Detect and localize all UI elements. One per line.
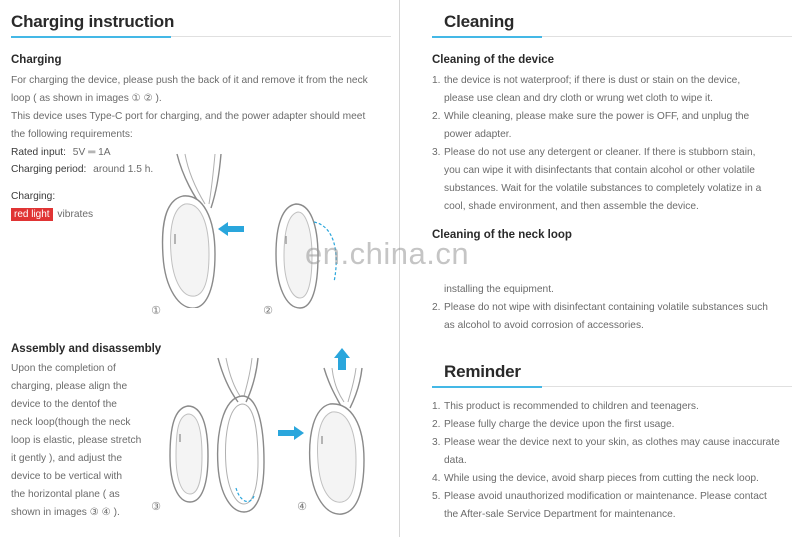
list-item-line: Please avoid unauthorized modification or maintenance. Please contact — [444, 491, 767, 502]
figure-4-label: ④ — [297, 501, 307, 513]
list-item-number: 3. — [432, 437, 441, 448]
list-item-number: 2. — [432, 302, 441, 313]
cleaning-title-underline — [432, 36, 542, 38]
figure-2-label: ② — [263, 305, 273, 317]
list-item-line: This product is recommended to children and teenagers. — [444, 401, 699, 412]
rated-input-label: Rated input: — [11, 147, 66, 158]
assembly-line: loop is elastic, please stretch — [11, 435, 142, 446]
list-item-number: 2. — [432, 111, 441, 122]
assembly-line: the horizontal plane ( as — [11, 489, 120, 500]
list-item-number: 2. — [432, 419, 441, 430]
list-item-line: Please fully charge the device upon the first usage. — [444, 419, 675, 430]
assembly-line: device to be vertical with — [11, 471, 122, 482]
charging-instruction-title: Charging instruction — [11, 12, 175, 31]
list-item-line: cool, shade environment, and then assemble the device. — [444, 201, 699, 212]
list-item — [432, 434, 797, 470]
red-light-badge: red light — [11, 208, 53, 221]
cleaning-device-heading: Cleaning of the device — [432, 54, 555, 66]
list-item — [432, 144, 797, 216]
list-item-line: While cleaning, please make sure the power is OFF, and unplug the — [444, 111, 750, 122]
charging-period-value: around 1.5 h. — [93, 164, 154, 175]
figure-3-label: ③ — [151, 501, 161, 513]
charging-para2-text: This device uses Type-C port for charging, and the power adapter should meet the following requirements: — [11, 111, 366, 140]
reminder-title-underline — [432, 386, 542, 388]
assembly-line: charging, please align the — [11, 381, 128, 392]
list-item-number: 1. — [432, 75, 441, 86]
push-arrow-right — [278, 426, 304, 440]
list-item-line: as alcohol to avoid corrosion of accessories. — [444, 320, 644, 331]
list-item-number: 4. — [432, 473, 441, 484]
charging-heading: Charging — [11, 54, 62, 66]
device-beside-loop-illustration — [166, 356, 276, 516]
list-item-line: data. — [444, 455, 467, 466]
list-item-line: Please wear the device next to your skin, as clothes may cause inaccurate — [444, 437, 780, 448]
reminder-list — [432, 398, 797, 524]
cleaning-title: Cleaning — [444, 12, 515, 31]
list-item-line: please use clean and dry cloth or wrung wet cloth to wipe it. — [444, 93, 713, 104]
title-underline — [11, 36, 171, 38]
charging-para1-text: For charging the device, please push the back of it and remove it from the neck loop ( as shown in images ① ② ). — [11, 75, 368, 104]
reminder-title: Reminder — [444, 362, 521, 381]
reminder-title-underline-extension — [542, 386, 792, 387]
list-item — [432, 398, 797, 416]
assembly-line: it gently ), and adjust the — [11, 453, 122, 464]
list-item-line: you can wipe it with disinfectants that contain alcohol or other volatile — [444, 165, 755, 176]
assembly-line: Upon the completion of — [11, 363, 116, 374]
list-item — [432, 108, 797, 144]
list-item-line: the device is not waterproof; if there is dust or stain on the device, — [444, 75, 741, 86]
list-item — [432, 299, 797, 335]
list-item — [432, 470, 797, 488]
assembly-line: device to the dentof the — [11, 399, 117, 410]
list-item-line: power adapter. — [444, 129, 512, 140]
push-arrow-left — [218, 222, 244, 236]
title-underline-extension — [171, 36, 391, 37]
list-item-number: 3. — [432, 147, 441, 158]
device-assembled-illustration — [304, 348, 384, 518]
indicator-text: vibrates — [57, 209, 94, 220]
list-item-line: While using the device, avoid sharp pieces from cutting the neck loop. — [444, 473, 759, 484]
list-item-number: 5. — [432, 491, 441, 502]
list-item — [432, 281, 797, 299]
charging-label: Charging: — [11, 191, 56, 202]
list-item — [432, 72, 797, 108]
assembly-line: neck loop(though the neck — [11, 417, 131, 428]
charging-paragraph-2 — [11, 108, 371, 144]
rated-input-value: 5V ═ 1A — [72, 147, 111, 158]
list-item-number: 1. — [432, 401, 441, 412]
list-item-line: substances. Wait for the volatile substances to completely volatize in a — [444, 183, 762, 194]
figure-1-label: ① — [151, 305, 161, 317]
list-item-line: Please do not use any detergent or cleaner. If there is stubborn stain, — [444, 147, 756, 158]
list-item — [432, 488, 797, 524]
assembly-text — [11, 360, 156, 522]
cleaning-loop-list — [432, 281, 797, 335]
list-item-line: Please do not wipe with disinfectant containing volatile substances such — [444, 302, 768, 313]
list-item-line: the After-sale Service Department for maintenance. — [444, 509, 676, 520]
assembly-heading: Assembly and disassembly — [11, 343, 162, 355]
cleaning-title-underline-extension — [542, 36, 792, 37]
charging-period-label: Charging period: — [11, 164, 87, 175]
cleaning-loop-heading: Cleaning of the neck loop — [432, 229, 572, 241]
cleaning-device-list — [432, 72, 797, 216]
list-item — [432, 416, 797, 434]
charging-indicator-row — [11, 206, 93, 224]
watermark: en.china.cn — [305, 236, 470, 271]
charging-indicator-label — [11, 188, 55, 206]
assembly-line: shown in images ③ ④ ). — [11, 507, 120, 518]
list-item-line: installing the equipment. — [444, 284, 554, 295]
charging-paragraph-1 — [11, 72, 371, 108]
